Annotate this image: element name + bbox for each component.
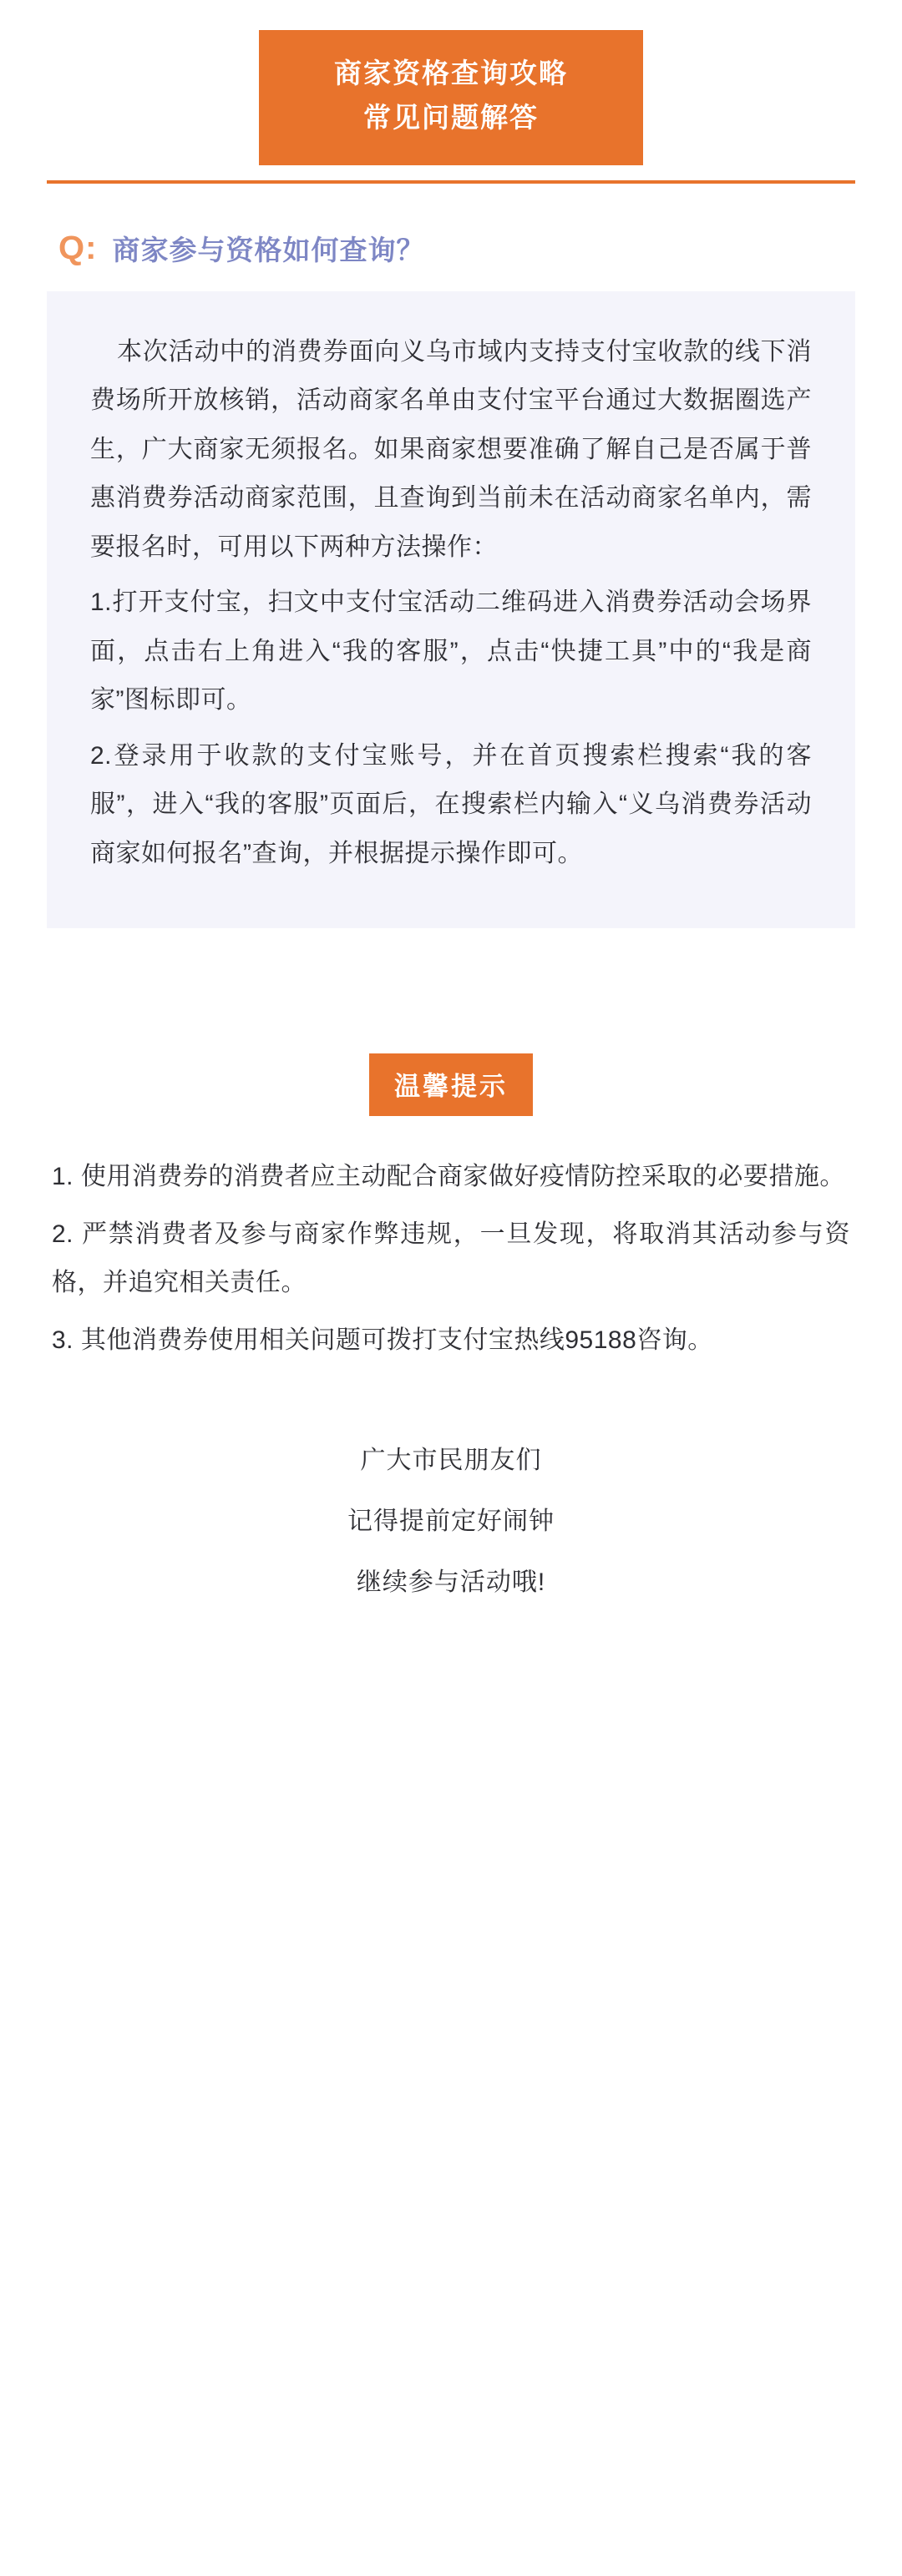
answer-paragraph: 本次活动中的消费券面向义乌市域内支持支付宝收款的线下消费场所开放核销，活动商家名单由支付宝平台通过大数据圈选产生，广大商家无须报名。如果商家想要准确了解自己是否属于普惠消费券活动商家范围，且查询到当前未在活动商家名单内，需要报名时，可用以下两种方法操作： — [90, 337, 812, 561]
tips-list-item: 3. 其他消费券使用相关问题可拨打支付宝热线95188咨询。 — [52, 1326, 713, 1354]
banner-title-line-2: 常见问题解答 — [363, 101, 539, 133]
tips-list — [47, 1153, 855, 1365]
closing-line: 广大市民朋友们 — [360, 1447, 542, 1475]
tips-list-item: 2. 严禁消费者及参与商家作弊违规，一旦发现，将取消其活动参与资格，并追究相关责任。 — [52, 1220, 850, 1297]
closing-line: 继续参与活动哦! — [356, 1568, 546, 1597]
header-banner-wrapper — [47, 0, 855, 165]
banner-title-line-1: 商家资格查询攻略 — [334, 58, 568, 88]
closing-line: 记得提前定好闹钟 — [347, 1508, 555, 1536]
answer-panel — [47, 291, 855, 929]
question-row — [47, 229, 855, 268]
closing-block — [47, 1442, 855, 1700]
tips-badge: 温馨提示 — [369, 1053, 533, 1116]
tips-list-item: 1. 使用消费券的消费者应主动配合商家做好疫情防控采取的必要措施。 — [52, 1163, 845, 1191]
banner-underline-divider — [47, 180, 855, 184]
question-title: 商家参与资格如何查询？ — [112, 234, 425, 265]
answer-paragraph: 2.登录用于收款的支付宝账号，并在首页搜索栏搜索“我的客服”，进入“我的客服”页面后，在搜索栏内输入“义乌消费券活动商家如何报名”查询，并根据提示操作即可。 — [90, 741, 812, 867]
answer-paragraph: 1.打开支付宝，扫文中支付宝活动二维码进入消费券活动会场界面，点击右上角进入“我的客服”，点击“快捷工具”中的“我是商家”图标即可。 — [90, 588, 812, 715]
tips-badge-wrapper — [47, 1053, 855, 1116]
question-marker: Q: — [58, 230, 98, 267]
header-banner — [259, 30, 643, 165]
